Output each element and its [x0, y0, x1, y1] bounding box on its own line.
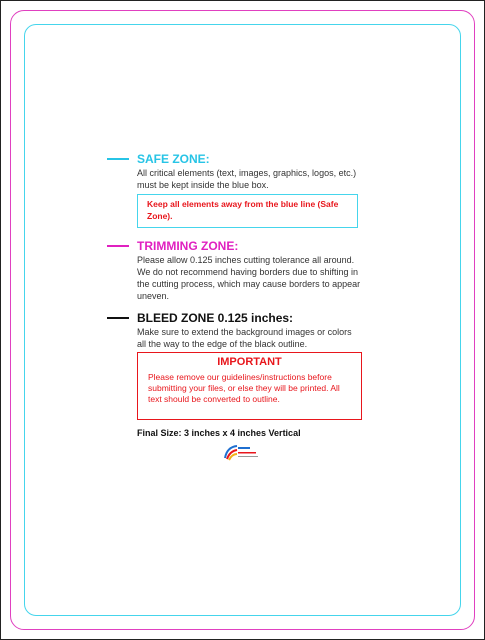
important-box: [137, 352, 362, 420]
company-logo: [221, 442, 261, 462]
final-size-label: Final Size: 3 inches x 4 inches Vertical: [137, 428, 301, 438]
safe-zone-note-box: [137, 194, 358, 228]
safe-zone-body: All critical elements (text, images, graphics, logos, etc.) must be kept inside the blue box.: [137, 168, 357, 190]
important-title: IMPORTANT: [217, 356, 282, 368]
safe-zone-marker: [107, 158, 129, 160]
trimming-zone-body: Please allow 0.125 inches cutting tolerance all around. We do not recommend having borders due to shifting in the cutting process, which may cause borders to appear uneven.: [137, 255, 361, 301]
trimming-zone-marker: [107, 245, 129, 247]
safe-zone-note: Keep all elements away from the blue line (Safe Zone).: [147, 199, 339, 221]
bleed-zone-title: BLEED ZONE 0.125 inches:: [137, 311, 294, 325]
safe-zone-title: SAFE ZONE:: [137, 152, 210, 166]
important-body: Please remove our guidelines/instructions before submitting your files, or else they will be printed. All text should be converted to outline.: [148, 372, 340, 404]
trimming-zone-title: TRIMMING ZONE:: [137, 239, 239, 253]
bleed-zone-marker: [107, 317, 129, 319]
bleed-zone-body: Make sure to extend the background images or colors all the way to the edge of the black outline.: [137, 327, 352, 349]
